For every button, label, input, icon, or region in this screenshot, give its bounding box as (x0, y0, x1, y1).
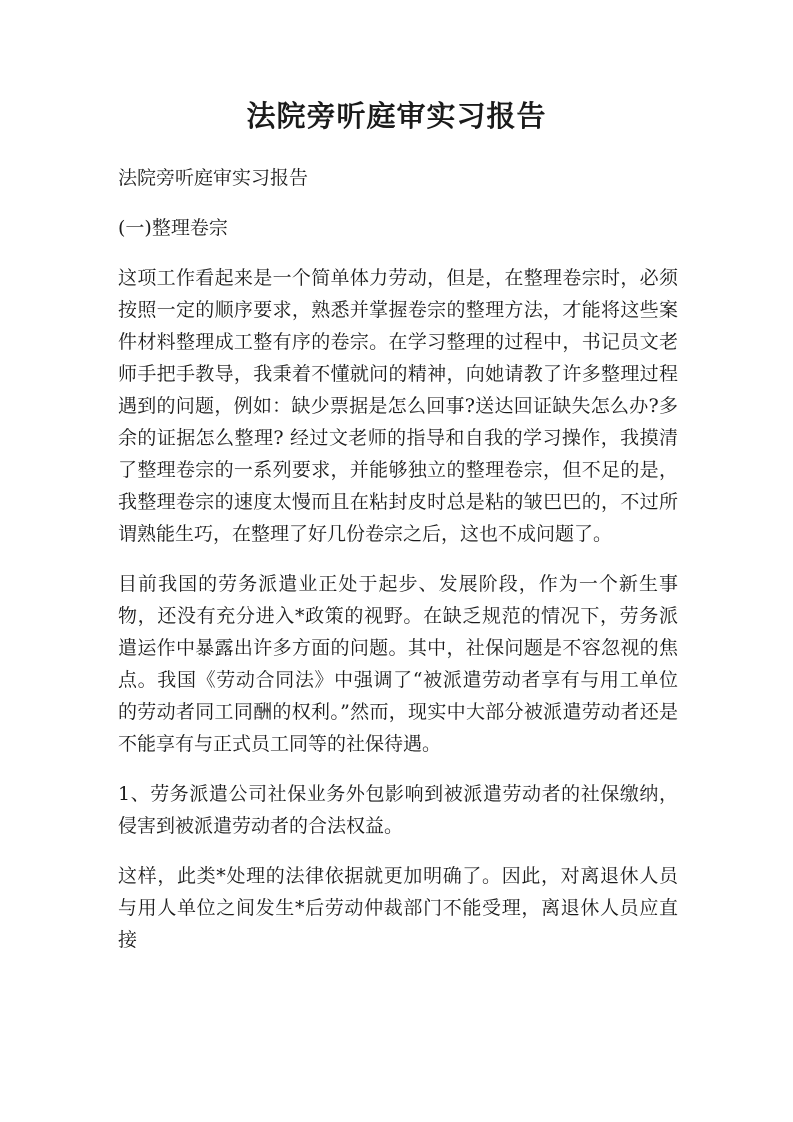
section-heading: (一)整理卷宗 (118, 217, 228, 239)
paragraph-retiree: 这样，此类*处理的法律依据就更加明确了。因此，对离退休人员与用人单位之间发生*后劳动仲裁部门不能受理，离退休人员应直接 (118, 865, 678, 951)
document-title: 法院旁听庭审实习报告 (246, 99, 547, 133)
paragraph-archive-work: 这项工作看起来是一个简单体力劳动，但是，在整理卷宗时，必须按照一定的顺序要求，熟悉并掌握卷宗的整理方法，才能将这些案件材料整理成工整有序的卷宗。在学习整理的过程中，书记员文老师手把手教导，我秉着不懂就问的精神，向她请教了许多整理过程遇到的问题，例如：缺少票据是怎么回事?送达回证缺失怎么办?多余的证据怎么整理? 经过文老师的指导和自我的学习操作，我摸清了整理卷宗的一系列要求，并能够独立的整理卷宗，但不足的是，我整理卷宗的速度太慢而且在粘封皮时总是粘的皱巴巴的，不过所谓熟能生巧，在整理了好几份卷宗之后，这也不成问题了。 (118, 267, 678, 545)
paragraph-labor-dispatch: 目前我国的劳务派遣业正处于起步、发展阶段，作为一个新生事物，还没有充分进入*政策的视野。在缺乏规范的情况下，劳务派遣运作中暴露出许多方面的问题。其中，社保问题是不容忽视的焦点。我国《劳动合同法》中强调了“被派遣劳动者享有与用工单位的劳动者同工同酬的权利。”然而，现实中大部分被派遣劳动者还是不能享有与正式员工同等的社保待遇。 (118, 573, 678, 755)
document-subtitle: 法院旁听庭审实习报告 (118, 167, 309, 189)
document-body (118, 162, 678, 974)
paragraph-point-one: 1、劳务派遣公司社保业务外包影响到被派遣劳动者的社保缴纳，侵害到被派遣劳动者的合法权益。 (118, 783, 678, 837)
